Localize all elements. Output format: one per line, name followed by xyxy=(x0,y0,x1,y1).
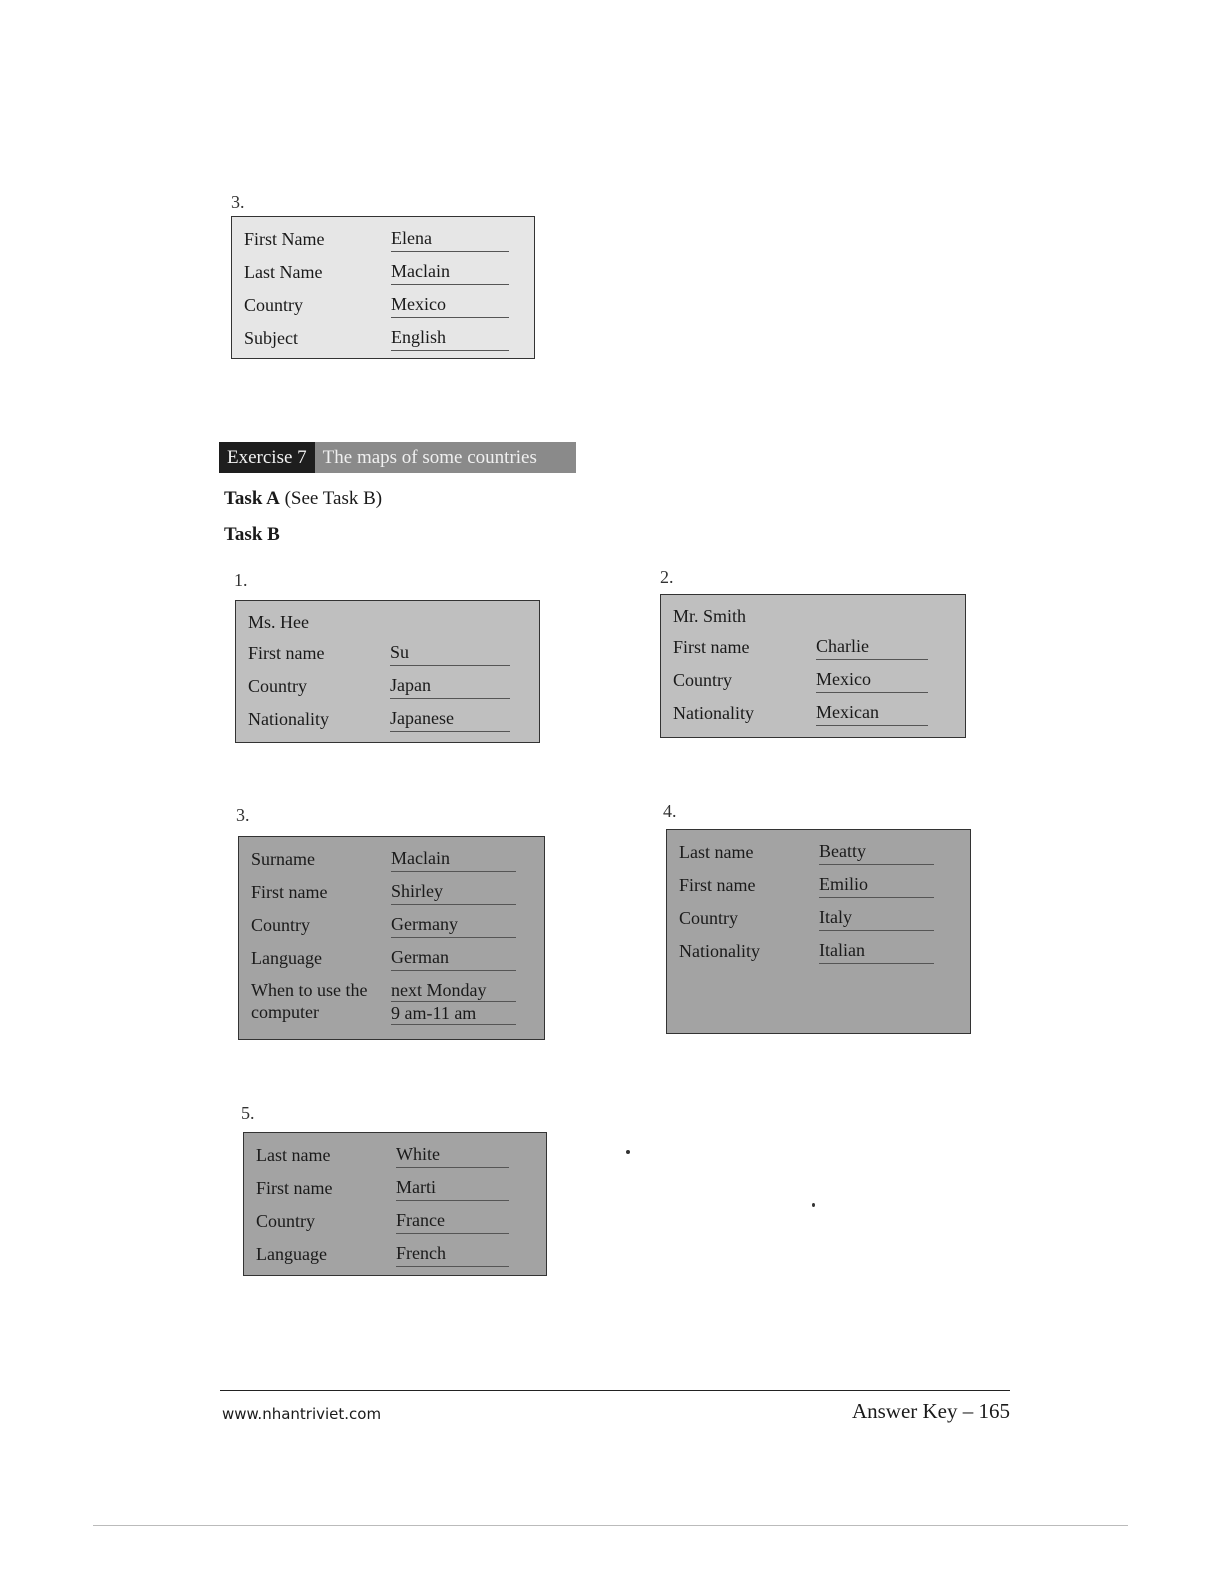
form-row xyxy=(244,289,522,322)
exercise-label: Exercise 7 xyxy=(219,442,315,473)
scan-edge-rule xyxy=(93,1525,1128,1526)
field-value: Marti xyxy=(396,1174,509,1201)
form-row xyxy=(251,909,532,942)
field-value: French xyxy=(396,1240,509,1267)
form-row xyxy=(244,256,522,289)
field-value: Mexico xyxy=(391,291,509,318)
field-value: Italian xyxy=(819,937,934,964)
field-label: First Name xyxy=(244,229,325,249)
field-value: Maclain xyxy=(391,845,516,872)
field-label: Last name xyxy=(679,842,754,862)
item-number: 3. xyxy=(231,192,245,212)
field-value-line: 9 am-11 am xyxy=(391,1002,516,1025)
item-number: 3. xyxy=(236,805,250,825)
task-b-label: Task B xyxy=(224,524,280,545)
field-value: Italy xyxy=(819,904,934,931)
field-value: Mexico xyxy=(816,666,928,693)
field-label: Nationality xyxy=(679,941,760,961)
name-form xyxy=(231,216,535,359)
field-label: Subject xyxy=(244,328,298,348)
field-value-line: next Monday xyxy=(391,979,516,1002)
field-value: Maclain xyxy=(391,258,509,285)
form-row xyxy=(673,664,953,697)
form-row xyxy=(679,836,958,869)
field-label: Last Name xyxy=(244,262,323,282)
field-label: Country xyxy=(248,676,308,696)
field-label: First name xyxy=(679,875,756,895)
form-5 xyxy=(243,1132,547,1276)
field-label: Country xyxy=(251,915,311,935)
form-heading: Mr. Smith xyxy=(673,606,747,626)
form-row xyxy=(256,1238,534,1271)
field-label: Country xyxy=(679,908,739,928)
item-number: 4. xyxy=(663,801,677,821)
scan-speck xyxy=(812,1203,815,1207)
field-value: German xyxy=(391,944,516,971)
form-row xyxy=(256,1205,534,1238)
exercise-heading xyxy=(219,442,576,473)
footer-rule xyxy=(220,1390,1010,1391)
item-number: 5. xyxy=(241,1103,255,1123)
field-value: White xyxy=(396,1141,509,1168)
field-value: Emilio xyxy=(819,871,934,898)
field-label: Last name xyxy=(256,1145,331,1165)
field-value: Su xyxy=(390,639,510,666)
task-b xyxy=(224,524,280,546)
field-value: Shirley xyxy=(391,878,516,905)
field-value: Germany xyxy=(391,911,516,938)
task-a xyxy=(224,488,382,510)
page-number: 165 xyxy=(978,1399,1010,1423)
form-2 xyxy=(660,594,966,738)
form-row xyxy=(251,975,532,1025)
form-row xyxy=(244,322,522,355)
field-label: Nationality xyxy=(673,703,754,723)
field-label: First name xyxy=(248,643,325,663)
exercise-title: The maps of some countries xyxy=(315,442,576,473)
form-row xyxy=(679,869,958,902)
field-value: Charlie xyxy=(816,633,928,660)
field-label: Country xyxy=(673,670,733,690)
footer-website: www.nhantriviet.com xyxy=(222,1405,382,1423)
page-footer-label xyxy=(852,1399,1010,1424)
field-label: Language xyxy=(256,1244,327,1264)
form-row xyxy=(251,942,532,975)
field-value: Japan xyxy=(390,672,510,699)
field-label: Country xyxy=(256,1211,316,1231)
field-value: France xyxy=(396,1207,509,1234)
form-heading: Ms. Hee xyxy=(248,612,309,632)
answer-key-label: Answer Key – xyxy=(851,1399,974,1423)
form-row xyxy=(248,703,527,736)
form-row xyxy=(256,1172,534,1205)
form-4 xyxy=(666,829,971,1034)
field-value: Beatty xyxy=(819,838,934,865)
field-label: Nationality xyxy=(248,709,329,729)
field-label: Surname xyxy=(251,849,315,869)
form-row xyxy=(673,631,953,664)
field-label: Language xyxy=(251,948,322,968)
item-number: 1. xyxy=(234,570,248,590)
form-1 xyxy=(235,600,540,743)
form-row xyxy=(251,843,532,876)
task-a-label: Task A xyxy=(224,488,280,509)
form-row xyxy=(256,1139,534,1172)
field-label: Country xyxy=(244,295,304,315)
field-value: Mexican xyxy=(816,699,928,726)
field-label: First name xyxy=(256,1178,333,1198)
form-row xyxy=(679,902,958,935)
field-label: When to use the computer xyxy=(251,980,368,1022)
field-value: Japanese xyxy=(390,705,510,732)
scan-speck xyxy=(626,1150,630,1154)
form-row xyxy=(244,223,522,256)
field-value: English xyxy=(391,324,509,351)
form-row xyxy=(248,637,527,670)
item-number: 2. xyxy=(660,567,674,587)
form-row xyxy=(248,670,527,703)
form-row xyxy=(673,697,953,730)
task-a-note: (See Task B) xyxy=(284,488,383,509)
form-row xyxy=(251,876,532,909)
field-value: Elena xyxy=(391,225,509,252)
field-label: First name xyxy=(251,882,328,902)
field-label: First name xyxy=(673,637,750,657)
form-row xyxy=(679,935,958,968)
field-value xyxy=(391,979,516,1025)
form-3 xyxy=(238,836,545,1040)
